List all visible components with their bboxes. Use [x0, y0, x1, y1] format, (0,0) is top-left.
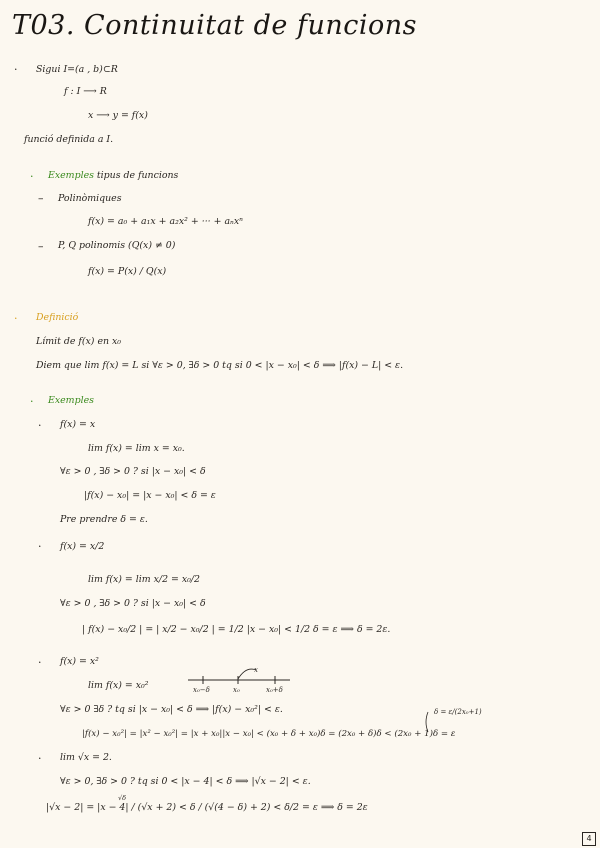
text-line: | f(x) − x₀/2 | = | x/2 − x₀/2 | = 1/2 |x − x₀| < 1/2 δ = ε ⟹ δ = 2ε. [82, 624, 391, 635]
text-line: lim f(x) = lim x = x₀. [88, 443, 185, 454]
text-line: x ⟶ y = f(x) [88, 110, 148, 121]
text-line: Sigui I=(a , b)⊂R [36, 64, 118, 75]
text-line: f : I ⟶ R [64, 86, 107, 97]
text-line: ∀ε > 0 , ∃δ > 0 ? si |x − x₀| < δ [60, 466, 206, 477]
text-line: f(x) = x² [60, 656, 99, 667]
text-line: Polinòmiques [58, 193, 122, 204]
heading-exemples-2: Exemples [48, 395, 94, 406]
text-line: lim √x = 2. [60, 752, 112, 763]
text-line: ∀ε > 0, ∃δ > 0 ? tq si 0 < |x − 4| < δ ⟹ |√x − 2| < ε. [60, 776, 311, 787]
text-line: ∀ε > 0 , ∃δ > 0 ? si |x − x₀| < δ [60, 598, 206, 609]
text-line: f(x) = x [60, 419, 96, 430]
text-line: Diem que lim f(x) = L si ∀ε > 0, ∃δ > 0 tq si 0 < |x − x₀| < δ ⟹ |f(x) − L| < ε. [36, 360, 404, 371]
number-line-label: x₀−δ [193, 686, 210, 694]
delta-note: δ = ε/(2x₀+1) [434, 708, 482, 716]
text-line: Pre prendre δ = ε. [60, 514, 148, 525]
text-line: |f(x) − x₀| = |x − x₀| < δ = ε [84, 490, 216, 501]
number-line-label: x₀+δ [266, 686, 283, 694]
page-number: 4 [582, 832, 596, 846]
heading-rest: tipus de funcions [93, 170, 179, 181]
bullet: · [38, 656, 42, 669]
bullet: · [30, 170, 34, 183]
dash: – [38, 240, 44, 253]
text-line: P, Q polinomis (Q(x) ≠ 0) [58, 240, 176, 251]
number-line-label: x₀ [233, 686, 240, 694]
bullet: · [30, 395, 34, 408]
text-line: |√x − 2| = |x − 4| / (√x + 2) < δ / (√(4 − δ) + 2) < δ/2 = ε ⟹ δ = 2ε [46, 802, 368, 813]
text-line: funció definida a I. [24, 134, 114, 145]
page-title: T03. Continuitat de funcions [12, 10, 417, 41]
text-line: f(x) = x/2 [60, 541, 105, 552]
bullet: · [38, 540, 42, 553]
note-arrow [426, 712, 428, 732]
heading-word: Exemples [48, 170, 94, 181]
dash: – [38, 192, 44, 205]
text-line: lim f(x) = lim x/2 = x₀/2 [88, 574, 201, 585]
bullet: · [14, 312, 18, 325]
text-line: f(x) = P(x) / Q(x) [88, 266, 167, 277]
text-line: |f(x) − x₀²| = |x² − x₀²| = |x + x₀||x − x₀| < (x₀ + δ + x₀)δ = (2x₀ + δ)δ < (2x₀ + 1)δ = ε [82, 729, 456, 739]
bullet: · [38, 419, 42, 432]
bullet: · [14, 63, 18, 76]
text-line: ∀ε > 0 ∃δ ? tq si |x − x₀| < δ ⟹ |f(x) − x₀²| < ε. [60, 704, 283, 715]
root-note: √δ [118, 794, 127, 802]
bullet: · [38, 752, 42, 765]
heading-definicio: Definició [36, 312, 79, 323]
text-line: Límit de f(x) en x₀ [36, 336, 122, 347]
text-line: lim f(x) = x₀² [88, 680, 149, 691]
number-line-x: x [254, 666, 258, 674]
text-line: f(x) = a₀ + a₁x + a₂x² + ··· + aₙxⁿ [88, 216, 243, 227]
